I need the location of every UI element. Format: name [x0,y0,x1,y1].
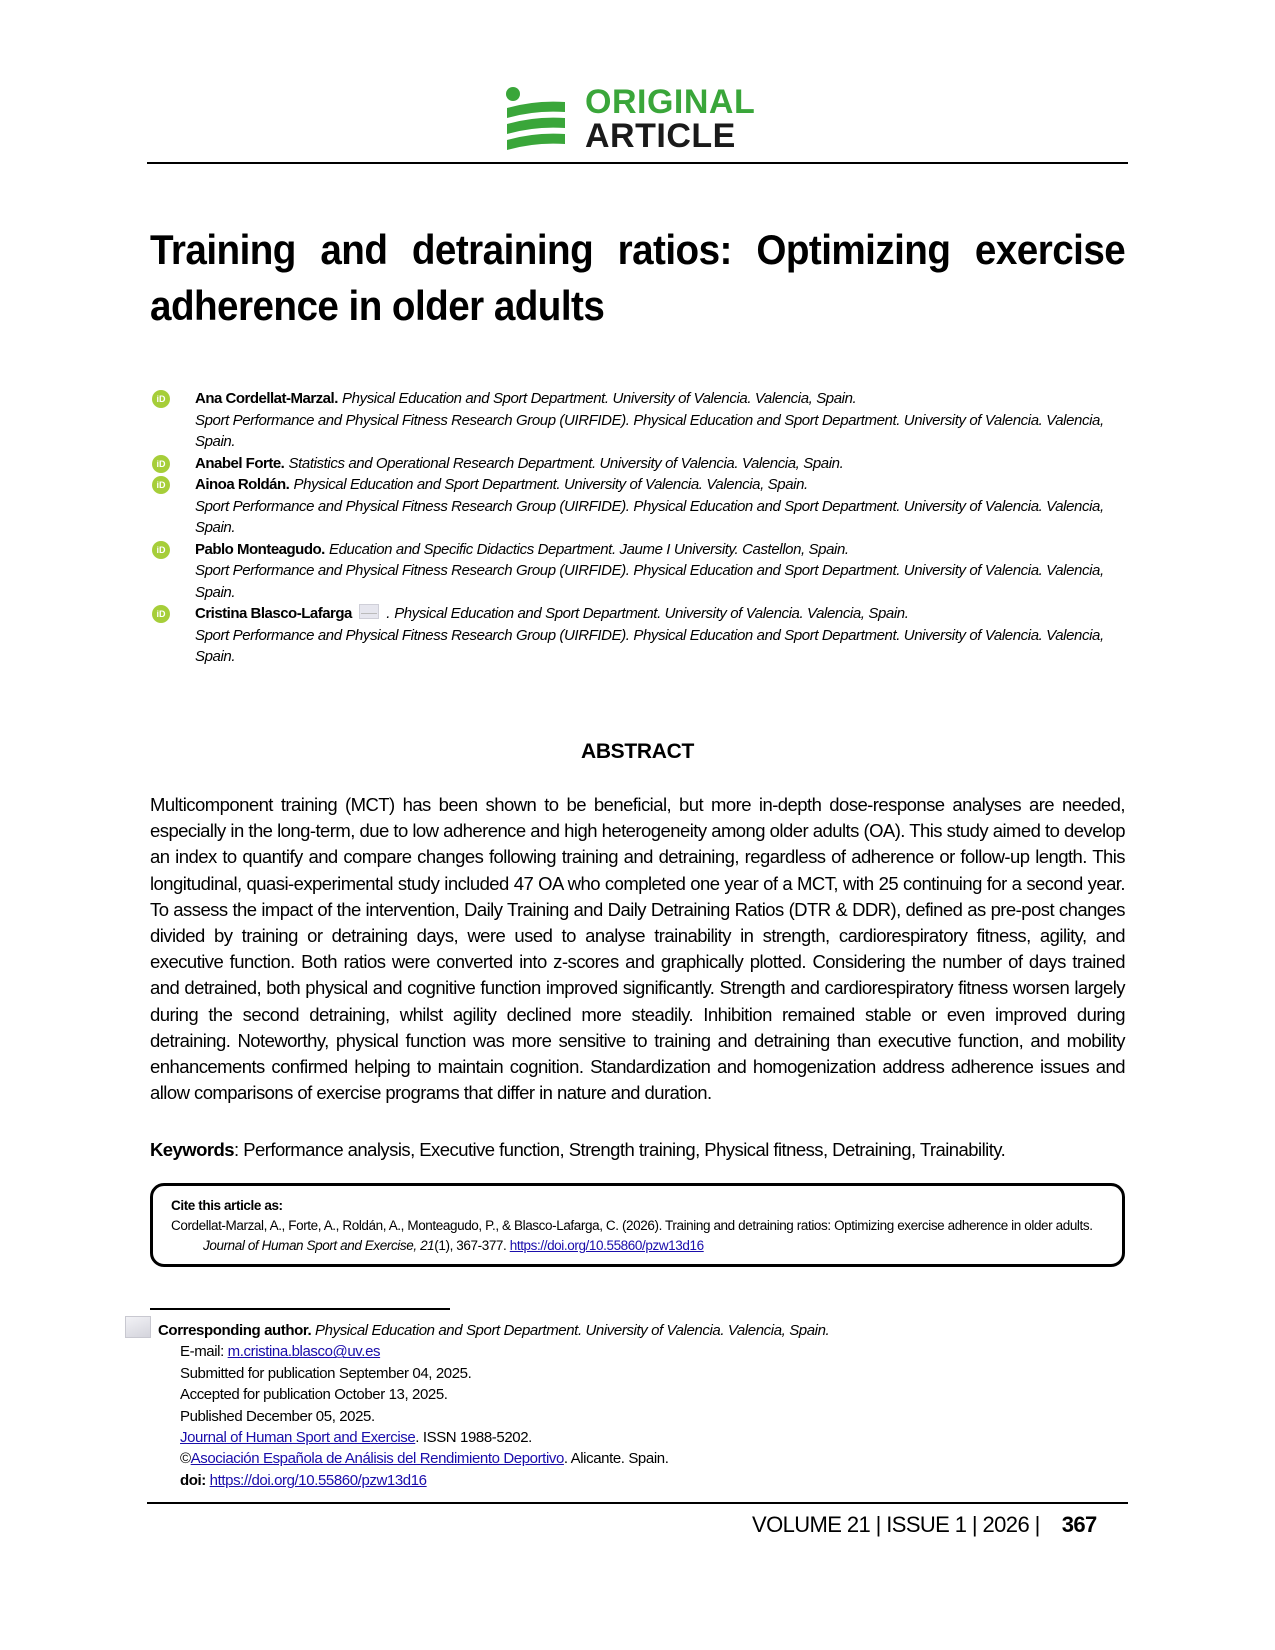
orcid-icon[interactable]: iD [152,390,170,408]
submitted-date: Submitted for publication September 04, 2025. [180,1364,472,1382]
badge-line-original: ORIGINAL [585,83,756,121]
doi-link[interactable]: https://doi.org/10.55860/pzw13d16 [209,1471,427,1489]
keywords [150,1137,1125,1163]
author-affiliation: Sport Performance and Physical Fitness Research Group (UIRFIDE). Physical Education and Sport Department. University of Valencia. Valencia, Spain. [195,626,1104,665]
authors-list [150,388,1130,668]
author-affiliation: Physical Education and Sport Department. University of Valencia. Valencia, Spain. [342,390,857,407]
orcid-icon[interactable]: iD [152,541,170,559]
footer-rule [147,1502,1128,1504]
accepted-date: Accepted for publication October 13, 2025. [180,1386,448,1404]
doi-line [125,1470,1125,1491]
cite-journal: Journal of Human Sport and Exercise, 21 [203,1238,435,1253]
page-number: 367 [1061,1512,1097,1537]
author-mail-suffix: . [386,605,391,622]
author-affiliation: Education and Specific Didactics Department. Jaume I University. Castellon, Spain. [329,540,849,558]
corresponding-author-block [125,1320,1125,1491]
cite-box [150,1183,1125,1267]
email-label: E-mail: [180,1343,228,1361]
footnote-rule [150,1308,450,1310]
author-entry [150,603,1130,668]
published-date: Published December 05, 2025. [180,1407,375,1425]
author-entry [150,388,1130,453]
journal-line [125,1427,1125,1448]
header-rule [147,162,1128,164]
envelope-icon [125,1316,151,1338]
corresponding-affiliation: Physical Education and Sport Department. University of Valencia. Valencia, Spain. [311,1322,830,1339]
cite-issue-pages: (1), 367-377. [434,1238,510,1253]
keywords-list: : Performance analysis, Executive function, Strength training, Physical fitness, Detraining, Trainability. [234,1139,1006,1160]
original-article-badge [505,83,775,155]
copyright-symbol: © [180,1450,191,1468]
author-affiliation: Statistics and Operational Research Department. University of Valencia. Valencia, Spain. [288,454,844,472]
cite-heading: Cite this article as: [171,1198,283,1213]
orcid-icon[interactable]: iD [152,455,170,473]
issn: . ISSN 1988-5202. [415,1429,532,1447]
author-name: Ana Cordellat-Marzal. [195,390,338,407]
envelope-icon[interactable] [359,604,379,619]
author-name: Cristina Blasco-Lafarga [195,605,352,622]
journal-link[interactable]: Journal of Human Sport and Exercise [180,1429,416,1447]
publisher-line [125,1448,1125,1469]
author-affiliation: Sport Performance and Physical Fitness Research Group (UIRFIDE). Physical Education and Sport Department. University of Valencia. Valencia, Spain. [195,562,1104,601]
orcid-icon[interactable]: iD [152,605,170,623]
publisher-link[interactable]: Asociación Española de Análisis del Rendimiento Deportivo [190,1450,564,1468]
doi-label: doi: [180,1471,210,1489]
author-affiliation: Sport Performance and Physical Fitness Research Group (UIRFIDE). Physical Education and Sport Department. University of Valencia. Valencia, Spain. [195,411,1104,450]
cite-authors-title: Cordellat-Marzal, A., Forte, A., Roldán, A., Monteagudo, P., & Blasco-Lafarga, C. (2026). Training and detraining ratios: Optimizing exercise adherence in older adults. [171,1218,1093,1233]
cite-reference [171,1216,1104,1256]
email-link[interactable]: m.cristina.blasco@uv.es [227,1343,381,1361]
author-entry [150,539,1130,604]
orcid-icon[interactable]: iD [152,476,170,494]
journal-logo-icon [505,86,567,152]
badge-line-article: ARTICLE [585,117,736,155]
keywords-label: Keywords [150,1139,235,1160]
page-footer [752,1512,1097,1538]
author-affiliation: Sport Performance and Physical Fitness Research Group (UIRFIDE). Physical Education and Sport Department. University of Valencia. Valencia, Spain. [195,497,1104,536]
article-title: Training and detraining ratios: Optimizing exercise adherence in older adults [150,226,1126,329]
volume-issue: VOLUME 21 | ISSUE 1 | 2026 | [752,1512,1040,1537]
cite-doi-link[interactable]: https://doi.org/10.55860/pzw13d16 [509,1238,704,1253]
author-entry [150,474,1130,539]
author-entry [150,453,1130,475]
author-affiliation: Physical Education and Sport Department. University of Valencia. Valencia, Spain. [394,605,909,622]
abstract-body: Multicomponent training (MCT) has been shown to be beneficial, but more in-depth dose-response analyses are needed, especially in the long-term, due to low adherence and high heterogeneity among older adults (OA). This study aimed to develop an index to quantify and compare changes following training and detraining, regardless of adherence or follow-up length. This longitudinal, quasi-experimental study included 47 OA who completed one year of a MCT, with 25 continuing for a second year. To assess the impact of the intervention, Daily Training and Daily Detraining Ratios (DTR & DDR), defined as pre-post changes divided by training or detraining days, were used to analyse trainability in strength, cardiorespiratory fitness, agility, and executive function. Both ratios were converted into z-scores and graphically plotted. Considering the number of days trained and detrained, both physical and cognitive function improved significantly. Strength and cardiorespiratory fitness worsen largely during the second detraining, whilst agility declined more steadily. Inhibition remained stable or even improved during detraining. Noteworthy, physical function was more sensitive to training and detraining than executive function, and mobility enhancements confirmed helping to maintain cognition. Standardization and homogenization address adherence issues and allow comparisons of exercise programs that differ in nature and duration. [150,794,1125,1104]
author-affiliation: Physical Education and Sport Department. University of Valencia. Valencia, Spain. [293,476,808,493]
email-line [125,1341,1125,1362]
author-name: Anabel Forte. [195,454,285,472]
author-name: Ainoa Roldán. [195,476,290,493]
abstract-heading: ABSTRACT [580,740,695,763]
author-name: Pablo Monteagudo. [195,540,325,558]
corresponding-author-line [125,1320,1125,1341]
publisher-location: . Alicante. Spain. [563,1450,669,1468]
corresponding-label: Corresponding author. [158,1322,312,1339]
